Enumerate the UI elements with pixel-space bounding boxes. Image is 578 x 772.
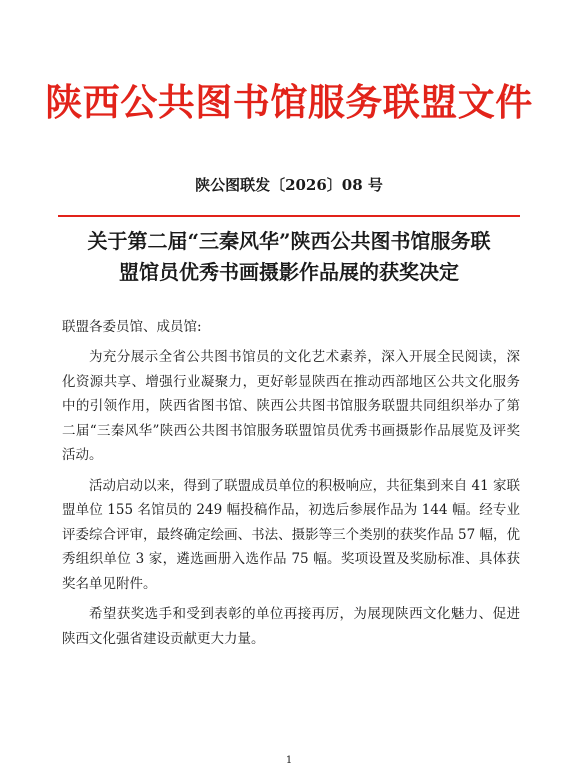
salutation: 联盟各委员馆、成员馆: bbox=[62, 319, 202, 335]
document-header-title: 陕西公共图书馆服务联盟文件 bbox=[45, 80, 533, 124]
document-number: 陕公图联发〔2026〕08 号 bbox=[195, 176, 383, 194]
page-number: 1 bbox=[285, 755, 293, 766]
body-paragraph-3: 希望获奖选手和受到表彰的单位再接再厉，为展现陕西文化魅力、促进陕西文化强省建设贡献更大力量。 bbox=[62, 606, 520, 647]
body-paragraph-2: 活动启动以来，得到了联盟成员单位的积极响应，共征集到来自 41 家联盟单位 155 名馆员的 249 幅投稿作品，初选后参展作品为 144 幅。经专业评委综合评审，最终确定绘画、书法、摄影等三个类别的获奖作品 57 幅，优秀组织单位 3 家，遴选画册入选作品 75 幅。奖项设置及奖励标准、具体获奖名单见附件。 bbox=[62, 477, 520, 592]
document-title bbox=[50, 226, 528, 288]
document-body bbox=[62, 315, 520, 657]
red-separator-line bbox=[58, 215, 520, 217]
document-title-line-2: 盟馆员优秀书画摄影作品展的获奖决定 bbox=[119, 260, 459, 284]
document-title-line-1: 关于第二届“三秦风华”陕西公共图书馆服务联 bbox=[87, 229, 491, 253]
body-paragraph-1: 为充分展示全省公共图书馆员的文化艺术素养，深入开展全民阅读，深化资源共享、增强行业凝聚力，更好彰显陕西在推动西部地区公共文化服务中的引领作用，陕西省图书馆、陕西公共图书馆服务联盟共同组织举办了第二届“三秦风华”陕西公共图书馆服务联盟馆员优秀书画摄影作品展览及评奖活动。 bbox=[62, 349, 520, 463]
